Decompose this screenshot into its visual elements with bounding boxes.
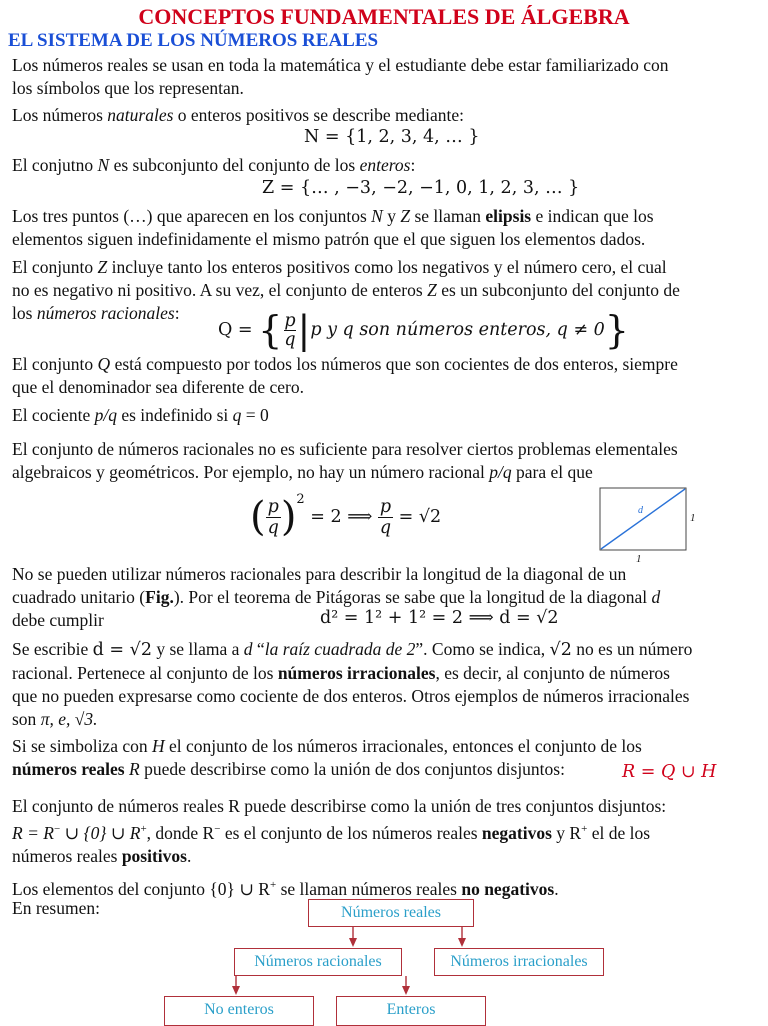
tree-node-reales: Números reales [308, 899, 474, 927]
arrowhead-irracionales [458, 938, 466, 947]
equation-union-q-h: R = Q ∪ H [622, 762, 717, 782]
section-heading: EL SISTEMA DE LOS NÚMEROS REALES [8, 30, 379, 51]
diagonal-label: d [638, 505, 643, 516]
tree-node-racionales: Números racionales [234, 948, 402, 976]
paragraph-cocientes: El conjunto Q está compuesto por todos los números que son cocientes de dos enteros, siempre que el denominador sea diferente de cero. [12, 354, 678, 397]
arrowhead-no-enteros [232, 986, 240, 995]
paragraph-elipsis: Los tres puntos (…) que aparecen en los conjuntos N y Z se llaman elipsis e indican que los elementos siguen indefinidamente el mismo patrón que el que siguen los elementos dados. [12, 206, 654, 249]
page-title: CONCEPTOS FUNDAMENTALES DE ÁLGEBRA [138, 4, 630, 29]
paragraph-indefinido: El cociente p/q es indefinido si q = 0 [12, 405, 269, 425]
tree-node-enteros: Enteros [336, 996, 486, 1026]
side-label-bottom: 1 [636, 553, 642, 564]
arrowhead-racionales [349, 938, 357, 947]
equation-root-two: ( $\frac{p}{q}$ )$^2$ = 2 ⟹ $\frac{p}{q}$ = √2 [250, 492, 442, 540]
paragraph-racionales: El conjunto Z incluye tanto los enteros positivos como los negativos y el número cero, el cual no es negativo ni positivo. A su vez, el conjunto de enteros Z es un subconjunto del conjunto de los números racionales: [12, 257, 680, 323]
paragraph-naturales: Los números naturales o enteros positivos se describe mediante: [12, 105, 465, 125]
arrowhead-enteros [402, 986, 410, 995]
equation-naturals: N = {1, 2, 3, 4, … } [304, 127, 480, 147]
tree-node-no-enteros: No enteros [164, 996, 314, 1026]
paragraph-union-dos: Si se simboliza con H el conjunto de los números irracionales, entonces el conjunto de los números reales R puede describirse como la unión de dos conjuntos disjuntos: [12, 736, 642, 779]
paragraph-enteros: El conjutno N es subconjunto del conjunto de los enteros: [12, 155, 416, 175]
tree-node-irracionales: Números irracionales [434, 948, 604, 976]
equation-pythagoras: d² = 1² + 1² = 2 ⟹ d = √2 [320, 608, 559, 628]
equation-integers: Z = {… , −3, −2, −1, 0, 1, 2, 3, … } [262, 178, 580, 198]
paragraph-resumen: En resumen: [12, 898, 100, 918]
paragraph-no-negativos: Los elementos del conjunto {0} ∪ R+ se llaman números reales no negativos. [12, 878, 559, 899]
paragraph-diagonal: No se pueden utilizar números racionales para describir la longitud de la diagonal de un cuadrado unitario (Fig.). Por el teorema de Pitágoras se sabe que la longitud de la diagonal d debe cumplir [12, 564, 661, 630]
paragraph-union-tres: El conjunto de números reales R puede describirse como la unión de tres conjuntos disjuntos: R = R− ∪ {0} ∪ R+, donde R− es el conjunto de los números reales negativos y R+ el de los números reales positivos. [12, 796, 667, 866]
paragraph-intro: Los números reales se usan en toda la matemática y el estudiante debe estar familiarizado con los símbolos que los representan. [12, 55, 669, 98]
paragraph-problemas: El conjunto de números racionales no es suficiente para resolver ciertos problemas elementales algebraicos y geométricos. Por ejemplo, no hay un número racional p/q para el que [12, 439, 678, 482]
side-label-right: 1 [690, 512, 696, 524]
equation-rationals: Q = { $\frac{p}{q}$ |p y q son números enteros, q ≠ 0} [218, 308, 629, 352]
paragraph-irracionales: Se escribie d = √2 y se llama a d “la raíz cuadrada de 2”. Como se indica, √2 no es un número racional. Pertenece al conjunto de los números irracionales, es decir, al conjunto de números que no pueden expresarse como cociente de dos enteros. Otros ejemplos de números irracionales son π, e, √3. [12, 639, 693, 729]
